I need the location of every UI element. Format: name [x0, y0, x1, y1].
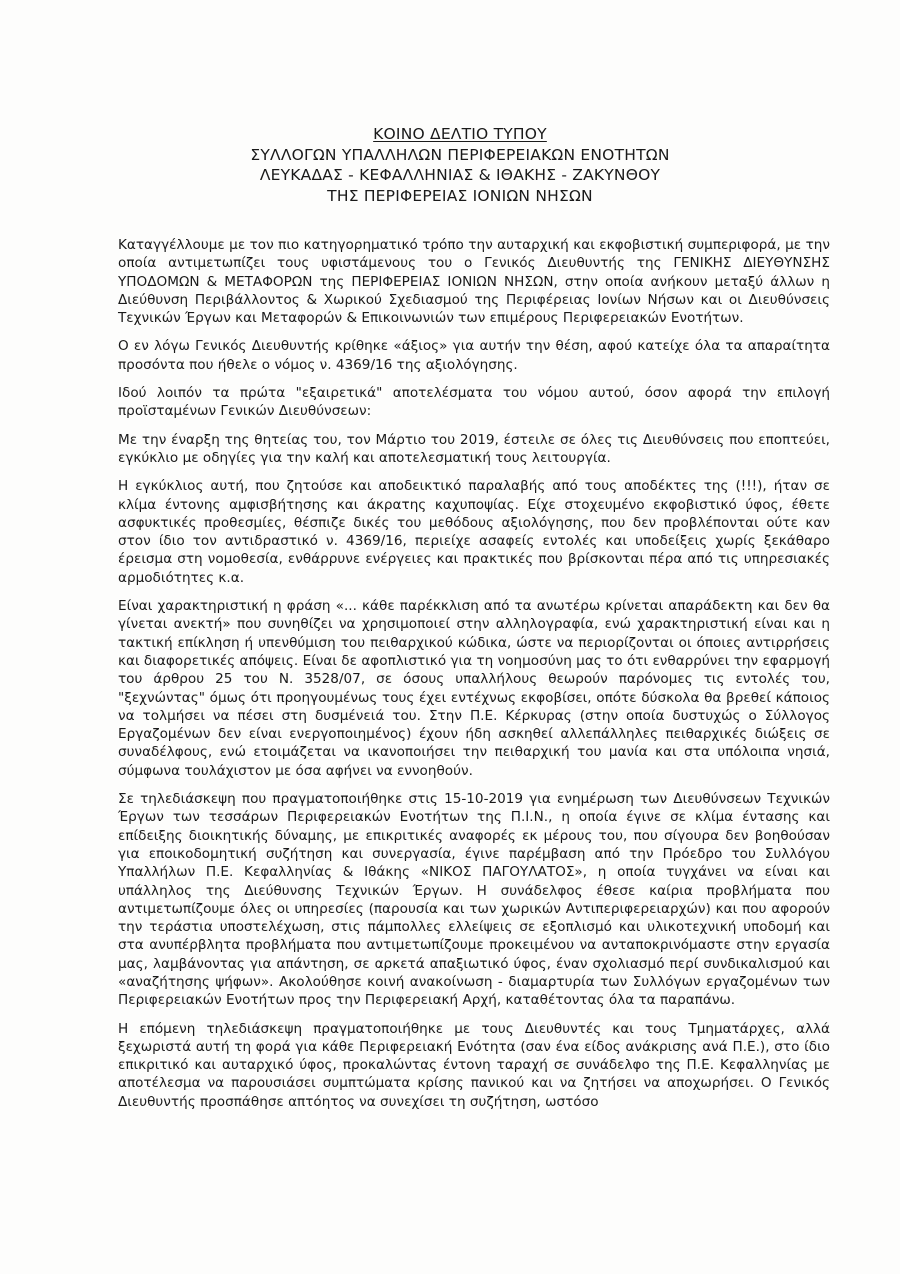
paragraph: Είναι χαρακτηριστική η φράση «... κάθε παρέκκλιση από τα ανωτέρω κρίνεται απαράδεκτη και δεν θα γίνεται ανεκτή» που συνηθίζει να χρησιμοποιεί στην αλληλογραφία, ενώ χαρακτηριστική είναι και η τακτική επίκληση ή υπενθύμιση του πειθαρχικού κώδικα, ώστε να περιορίζονται οι όποιες αντιρρήσεις και διαφορετικές απόψεις. Είναι δε αφοπλιστικό για τη νοημοσύνη μας το ότι ενθαρρύνει την εφαρμογή του άρθρου 25 του Ν. 3528/07, σε όσους υπαλλήλους θεωρούν παρόνομες τις εντολές του, "ξεχνώντας" όμως ότι προηγουμένως τους έχει εντέχνως εκφοβίσει, οπότε δύσκολα θα βρεθεί κάποιος να τολμήσει να πέσει στη δυσμένειά του. Στην Π.Ε. Κέρκυρας (στην οποία δυστυχώς ο Σύλλογος Εργαζομένων δεν είναι ενεργοποιημένος) έχουν ήδη ασκηθεί αλλεπάλληλες πειθαρχικές διώξεις σε συναδέλφους, ενώ ετοιμάζεται να ικανοποιήσει την πειθαρχική του μανία και στα υπόλοιπα νησιά, σύμφωνα τουλάχιστον με όσα αφήνει να εννοηθούν.	[118, 598, 830, 779]
document-title: ΚΟΙΝΟ ΔΕΛΤΙΟ ΤΥΠΟΥ	[373, 125, 547, 143]
paragraph: Καταγγέλλουμε με τον πιο κατηγορηματικό τρόπο την αυταρχική και εκφοβιστική συμπεριφορά, με την οποία αντιμετωπίζει τους υφιστάμενους του ο Γενικός Διευθυντής της ΓΕΝΙΚΗΣ ΔΙΕΥΘΥΝΣΗΣ ΥΠΟΔΟΜΩΝ & ΜΕΤΑΦΟΡΩΝ της ΠΕΡΙΦΕΡΕΙΑΣ ΙΟΝΙΩΝ ΝΗΣΩΝ, στην οποία ανήκουν μεταξύ άλλων η Διεύθυνση Περιβάλλοντος & Χωρικού Σχεδιασμού της Περιφέρειας Ιονίων Νήσων και οι Διευθύνσεις Τεχνικών Έργων και Μεταφορών & Επικοινωνιών των επιμέρους Περιφερειακών Ενοτήτων.	[118, 237, 830, 327]
paragraph: Η επόμενη τηλεδιάσκεψη πραγματοποιήθηκε με τους Διευθυντές και τους Τμηματάρχες, αλλά ξεχωριστά αυτή τη φορά για κάθε Περιφερειακή Ενότητα (σαν ένα είδος ανάκρισης ανά Π.Ε.), στο ίδιο επικριτικό και αυταρχικό ύφος, προκαλώντας έντονη ταραχή σε συνάδελφο της Π.Ε. Κεφαλληνίας με αποτέλεσμα να παρουσιάσει συμπτώματα κρίσης πανικού και να ζητήσει να αποχωρήσει. Ο Γενικός Διευθυντής προσπάθησε απτόητος να συνεχίσει τη συζήτηση, ωστόσο	[118, 1020, 830, 1110]
paragraph: Ιδού λοιπόν τα πρώτα "εξαιρετικά" αποτελέσματα του νόμου αυτού, όσον αφορά την επιλογή προϊσταμένων Γενικών Διευθύνσεων:	[118, 385, 830, 420]
header-line-units: ΛΕΥΚΑΔΑΣ - ΚΕΦΑΛΛΗΝΙΑΣ & ΙΘΑΚΗΣ - ΖΑΚΥΝΘΟΥ	[259, 166, 661, 184]
paragraph: Με την έναρξη της θητείας του, τον Μάρτιο του 2019, έστειλε σε όλες τις Διευθύνσεις που εποπτεύει, εγκύκλιο με οδηγίες για την καλή και αποτελεσματική τους λειτουργία.	[118, 431, 830, 466]
press-release-header	[110, 124, 810, 206]
document-body	[118, 236, 830, 1121]
paragraph: Σε τηλεδιάσκεψη που πραγματοποιήθηκε στις 15-10-2019 για ενημέρωση των Διευθύνσεων Τεχνικών Έργων των τεσσάρων Περιφερειακών Ενοτήτων της Π.Ι.Ν., η οποία έγινε σε κλίμα έντασης και επίδειξης διοικητικής δύναμης, με επικριτικές αναφορές εκ μέρους του, που σίγουρα δεν βοηθούσαν για εποικοδομητική συζήτηση και συνεργασία, έγινε παρέμβαση από την Πρόεδρο του Συλλόγου Υπαλλήλων Π.Ε. Κεφαλληνίας & Ιθάκης «ΝΙΚΟΣ ΠΑΓΟΥΛΑΤΟΣ», η οποία τυγχάνει να είναι και υπάλληλος της Διεύθυνσης Τεχνικών Έργων. Η συνάδελφος έθεσε καίρια προβλήματα που αντιμετωπίζουμε όλες οι υπηρεσίες (παρουσία και των χωρικών Αντιπεριφερειαρχών) και που αφορούν την τεράστια υποστελέχωση, στις πάμπολλες ελλείψεις σε εξοπλισμό και υλικοτεχνική υποδομή και στα ανυπέρβλητα προβλήματα που αντιμετωπίζουμε προκειμένου να ανταποκρινόμαστε στην εργασία μας, λαμβάνοντας για απάντηση, σε αρκετά απαξιωτικό ύφος, έναν σχολιασμό περί συνδικαλισμού και «αναζήτησης ψήφων». Ακολούθησε κοινή ανακοίνωση - διαμαρτυρία των Συλλόγων εργαζομένων των Περιφερειακών Ενοτήτων προς την Περιφερειακή Αρχή, καταθέτοντας όλα τα παραπάνω.	[118, 791, 830, 1009]
paragraph: Η εγκύκλιος αυτή, που ζητούσε και αποδεικτικό παραλαβής από τους αποδέκτες της (!!!), ήταν σε κλίμα έντονης αμφισβήτησης και άκρατης καχυποψίας. Είχε στοχευμένο εκφοβιστικό ύφος, έθετε ασφυκτικές προθεσμίες, θέσπιζε δικές του μεθόδους αξιολόγησης, που δεν προβλέπονται ούτε καν στον ίδιο τον αντιδραστικό ν. 4369/16, περιείχε ασαφείς εντολές και υποδείξεις χωρίς ξεκάθαρο έρεισμα στη νομοθεσία, ενθάρρυνε ενέργειες και πρακτικές που βρίσκονται πέρα από τις υπηρεσιακές αρμοδιότητες κ.α.	[118, 478, 830, 586]
header-line-region: ΤΗΣ ΠΕΡΙΦΕΡΕΙΑΣ ΙΟΝΙΩΝ ΝΗΣΩΝ	[327, 186, 593, 205]
paragraph: Ο εν λόγω Γενικός Διευθυντής κρίθηκε «άξιος» για αυτήν την θέση, αφού κατείχε όλα τα απαραίτητα προσόντα που ήθελε ο νόμος ν. 4369/16 της αξιολόγησης.	[118, 338, 830, 373]
header-line-associations: ΣΥΛΛΟΓΩΝ ΥΠΑΛΛΗΛΩΝ ΠΕΡΙΦΕΡΕΙΑΚΩΝ ΕΝΟΤΗΤΩΝ	[250, 145, 670, 164]
